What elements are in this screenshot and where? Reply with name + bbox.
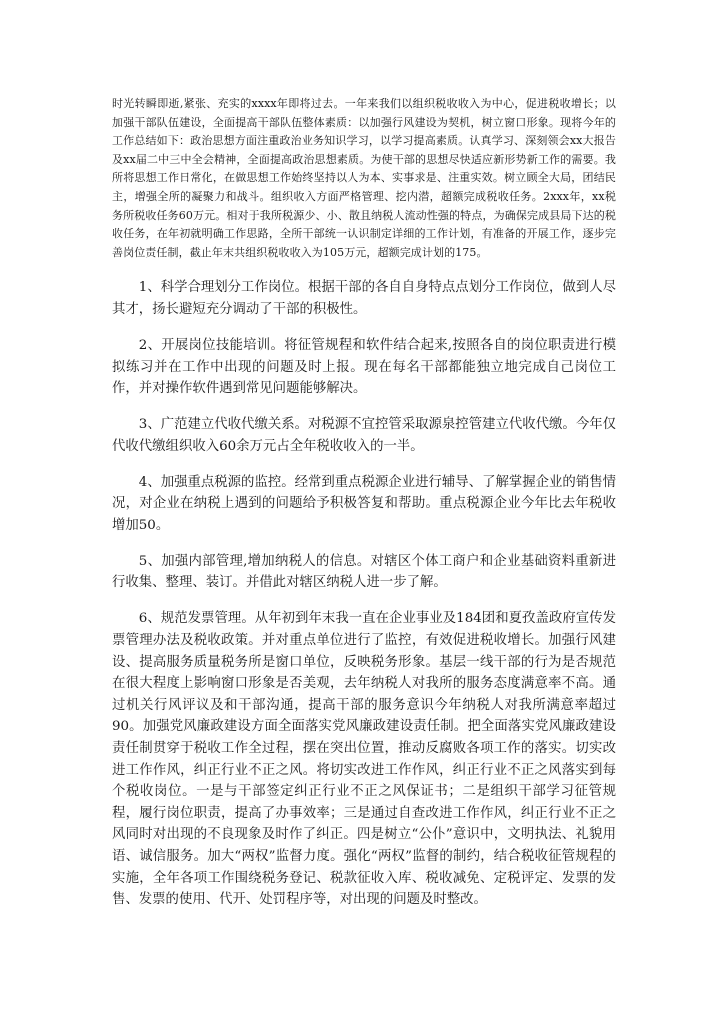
item-paragraph-2: 2、开展岗位技能培训。将征管规程和软件结合起来,按照各自的岗位职责进行模拟练习并在工作中出现的问题及时上报。现在每名干部都能独立地完成自己岗位工作，并对操作软件遇到常见问题能够解决。 — [112, 337, 616, 397]
item-paragraph-4: 4、加强重点税源的监控。经常到重点税源企业进行辅导、了解掌握企业的销售情况，对企业在纳税上遇到的问题给予积极答复和帮助。重点税源企业今年比去年税收增加50。 — [112, 474, 616, 533]
item-paragraph-3: 3、广范建立代收代缴关系。对税源不宜控管采取源泉控管建立代收代缴。今年仅代收代缴组织收入60余万元占全年税收收入的一半。 — [112, 417, 616, 454]
item-paragraph-5: 5、加强内部管理,增加纳税人的信息。对辖区个体工商户和企业基础资料重新进行收集、整理、装订。并借此对辖区纳税人进一步了解。 — [112, 553, 616, 591]
item-paragraph-1: 1、科学合理划分工作岗位。根据干部的各自自身特点点划分工作岗位，做到人尽其才，扬长避短充分调动了干部的积极性。 — [112, 280, 616, 317]
item-paragraph-6: 6、规范发票管理。从年初到年末我一直在企业事业及184团和夏孜盖政府宣传发票管理办法及税收政策。并对重点单位进行了监控，有效促进税收增长。加强行风建设、提高服务质量税务所是窗口单位，反映税务形象。基层一线干部的行为是否规范在很大程度上影响窗口形象是否美观，去年纳税人对我所的服务态度满意率不高。通过机关行风评议及和干部沟通，提高干部的服务意识今年纳税人对我所满意率超过90。加强党风廉政建设方面全面落实党风廉政建设责任制。把全面落实党风廉政建设责任制贯穿于税收工作全过程，摆在突出位置，推动反腐败各项工作的落实。切实改进工作作风，纠正行业不正之风。将切实改进工作作风，纠正行业不正之风落实到每个税收岗位。一是与干部签定纠正行业不正之风保证书；二是组织干部学习征管规程，履行岗位职责，提高了办事效率；三是通过自查改进工作作风，纠正行业不正之风同时对出现的不良现象及时作了纠正。四是树立“公仆”意识中，文明执法、礼貌用语、诚信服务。加大“两权”监督力度。强化“两权”监督的制约，结合税收征管规程的实施，全年各项工作围绕税务登记、税款征收入库、税收减免、定税评定、发票的发售、发票的使用、代开、处罚程序等，对出现的问题及时整改。 — [112, 611, 616, 908]
intro-paragraph: 时光转瞬即逝,紧张、充实的xxxx年即将过去。一年来我们以组织税收收入为中心，促进税收增长；以加强干部队伍建设，全面提高干部队伍整体素质：以加强行风建设为契机，树立窗口形象。现将今年的工作总结如下：政治思想方面注重政治业务知识学习，以学习提高素质。认真学习、深刻领会xx大报告及xx届二中三中全会精神，全面提高政治思想素质。为使干部的思想尽快适应新形势新工作的需要。我所将思想工作日常化，在做思想工作始终坚持以人为本、实事求是、注重实效。树立顾全大局，团结民主，增强全所的凝聚力和战斗。组织收入方面严格管理、挖内潜，超额完成税收任务。2xxx年，xx税务所税收任务60万元。相对于我所税源少、小、散且纳税人流动性强的特点，为确保完成县局下达的税收任务，在年初就明确工作思路，全所干部统一认识制定详细的工作计划，有准备的开展工作，逐步完善岗位责任制，截止年末共组织税收收入为105万元，超额完成计划的175。 — [112, 97, 616, 259]
document-page — [112, 95, 616, 925]
